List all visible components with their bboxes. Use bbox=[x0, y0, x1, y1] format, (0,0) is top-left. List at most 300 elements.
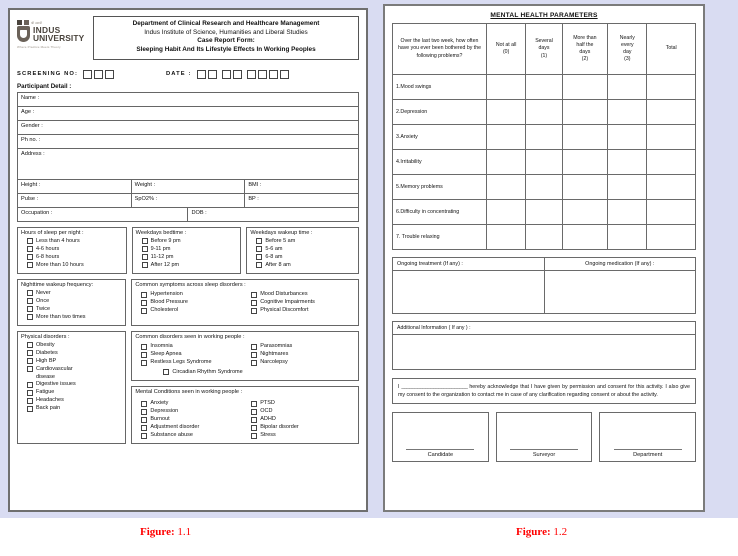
option-label: After 8 am bbox=[265, 261, 291, 268]
date-box[interactable] bbox=[233, 70, 242, 79]
right-page-mental-health bbox=[383, 4, 705, 512]
checkbox-option[interactable] bbox=[27, 397, 122, 404]
table-row bbox=[393, 150, 696, 175]
option-label: Digestive issues bbox=[36, 381, 76, 388]
col-total: Total bbox=[647, 24, 696, 75]
field-gender[interactable]: Gender : bbox=[18, 120, 359, 134]
checkbox-icon[interactable] bbox=[27, 366, 33, 372]
figure-caption-1-1-bold: Figure: bbox=[140, 526, 175, 538]
option-label: Parasomnias bbox=[260, 343, 293, 350]
checkbox-option[interactable] bbox=[27, 238, 123, 245]
option-label: Adjustment disorder bbox=[150, 424, 200, 431]
checkbox-option[interactable] bbox=[251, 408, 355, 415]
table-row bbox=[393, 125, 696, 150]
ongoing-medication-input[interactable] bbox=[545, 271, 696, 313]
checkbox-icon[interactable] bbox=[27, 342, 33, 348]
checkbox-icon[interactable] bbox=[141, 300, 147, 306]
row-label-mood-swings: 1.Mood swings bbox=[393, 75, 487, 100]
screening-date-row bbox=[17, 70, 359, 79]
additional-information-heading: Additional Information ( If any ) : bbox=[393, 322, 695, 335]
checkbox-option[interactable] bbox=[141, 408, 245, 415]
total-cell[interactable] bbox=[647, 100, 696, 125]
consent-prefix: I bbox=[398, 384, 400, 390]
figure-captions bbox=[0, 518, 738, 556]
checkbox-icon[interactable] bbox=[141, 308, 147, 314]
additional-information-input[interactable] bbox=[393, 335, 695, 369]
option-label: Sleep Apnea bbox=[150, 351, 182, 358]
figure-caption-1-2-number: 1.2 bbox=[550, 526, 568, 538]
option-label: disease bbox=[36, 373, 55, 380]
checkbox-icon[interactable] bbox=[141, 360, 147, 366]
answer-cell[interactable] bbox=[562, 100, 607, 125]
panel-heading: Hours of sleep per night : bbox=[21, 229, 84, 236]
date-box[interactable] bbox=[197, 70, 206, 79]
panel-common-symptoms bbox=[131, 279, 359, 326]
checkbox-option[interactable] bbox=[141, 359, 245, 366]
answer-cell[interactable] bbox=[608, 225, 647, 250]
option-label: Never bbox=[36, 289, 51, 296]
answer-cell[interactable] bbox=[562, 125, 607, 150]
figure-caption-1-1-number: 1.1 bbox=[174, 526, 192, 538]
option-label: Cognitive Impairments bbox=[260, 299, 315, 306]
ongoing-medication-box bbox=[545, 257, 697, 314]
answer-cell[interactable] bbox=[608, 175, 647, 200]
figure-caption-1-1 bbox=[140, 526, 191, 538]
checkbox-option[interactable] bbox=[251, 291, 355, 298]
checkbox-option[interactable] bbox=[27, 366, 122, 373]
checkbox-icon[interactable] bbox=[27, 246, 33, 252]
answer-cell[interactable] bbox=[486, 175, 525, 200]
answer-cell[interactable] bbox=[608, 100, 647, 125]
logo-pretext: श्री स्वामी bbox=[31, 20, 43, 25]
checkbox-icon[interactable] bbox=[163, 369, 169, 375]
checkbox-option[interactable] bbox=[27, 314, 122, 321]
table-row bbox=[18, 92, 359, 106]
logo-square-icon bbox=[24, 20, 29, 25]
checkbox-option[interactable] bbox=[251, 424, 355, 431]
answer-cell[interactable] bbox=[562, 175, 607, 200]
field-name[interactable]: Name : bbox=[18, 92, 359, 106]
option-label: 9-11 pm bbox=[150, 245, 171, 252]
panel-mental-conditions bbox=[131, 386, 359, 445]
checkbox-option[interactable] bbox=[256, 246, 355, 253]
checkbox-option[interactable] bbox=[27, 381, 122, 388]
checkbox-option[interactable] bbox=[27, 389, 122, 396]
signature-line bbox=[510, 449, 578, 450]
checkbox-icon[interactable] bbox=[142, 254, 148, 260]
checkbox-icon[interactable] bbox=[141, 417, 147, 423]
screening-no-label: SCREENING NO: bbox=[17, 71, 79, 78]
field-dob[interactable]: DOB : bbox=[188, 207, 359, 221]
field-weight[interactable]: Weight : bbox=[131, 179, 245, 193]
checkbox-option[interactable] bbox=[141, 424, 245, 431]
checkbox-icon[interactable] bbox=[251, 433, 257, 439]
logo-wordmark bbox=[33, 26, 84, 43]
total-cell[interactable] bbox=[647, 125, 696, 150]
consent-body: hereby acknowledge that I have given by permission and consent for this activity. I also give my consent to the organization to contact me in case of any clarification regarding consent or about the activity. bbox=[398, 384, 690, 399]
checkbox-icon[interactable] bbox=[256, 262, 262, 268]
checkbox-option[interactable] bbox=[27, 298, 122, 305]
checkbox-option[interactable] bbox=[141, 343, 245, 350]
checkbox-option[interactable] bbox=[27, 358, 122, 365]
screening-box[interactable] bbox=[94, 70, 103, 79]
figure-caption-1-2-bold: Figure: bbox=[516, 526, 551, 538]
answer-cell[interactable] bbox=[562, 200, 607, 225]
row-label-anxiety: 3.Anxiety bbox=[393, 125, 487, 150]
checkbox-icon[interactable] bbox=[141, 409, 147, 415]
date-box[interactable] bbox=[280, 70, 289, 79]
table-row bbox=[18, 193, 359, 207]
figure-caption-1-2 bbox=[516, 526, 567, 538]
checkbox-icon[interactable] bbox=[251, 417, 257, 423]
signature-row bbox=[392, 412, 696, 462]
screening-no-boxes[interactable] bbox=[83, 70, 114, 79]
col-more-than-half: More than half the days (2) bbox=[562, 24, 607, 75]
checkbox-icon[interactable] bbox=[256, 246, 262, 252]
option-label: Diabetes bbox=[36, 349, 58, 356]
table-row bbox=[393, 200, 696, 225]
option-label: Insomnia bbox=[150, 343, 173, 350]
checkbox-option[interactable] bbox=[27, 342, 122, 349]
signature-label: Department bbox=[633, 452, 663, 459]
field-height[interactable]: Height : bbox=[18, 179, 132, 193]
checkbox-icon[interactable] bbox=[142, 238, 148, 244]
checkbox-icon[interactable] bbox=[141, 352, 147, 358]
ongoing-treatment-box bbox=[392, 257, 545, 314]
panel-common-disorders bbox=[131, 331, 359, 381]
checkbox-icon[interactable] bbox=[141, 425, 147, 431]
checkbox-option[interactable] bbox=[142, 238, 238, 245]
checkbox-icon[interactable] bbox=[251, 409, 257, 415]
screening-box[interactable] bbox=[83, 70, 92, 79]
form-type: Case Report Form: bbox=[197, 37, 255, 45]
answer-cell[interactable] bbox=[486, 200, 525, 225]
form-header bbox=[17, 16, 359, 60]
option-label: Cardiovascular bbox=[36, 365, 73, 372]
col-several-days: Several days (1) bbox=[526, 24, 562, 75]
logo-mid-row bbox=[17, 26, 89, 43]
shield-icon bbox=[17, 26, 30, 42]
answer-cell[interactable] bbox=[526, 100, 562, 125]
checkbox-option[interactable] bbox=[27, 262, 123, 269]
answer-cell[interactable] bbox=[608, 75, 647, 100]
checkbox-icon[interactable] bbox=[251, 352, 257, 358]
checkbox-icon[interactable] bbox=[251, 425, 257, 431]
checkbox-option[interactable] bbox=[141, 416, 245, 423]
row-label-irritability: 4.Irritability bbox=[393, 150, 487, 175]
common-disorders-col-1 bbox=[135, 342, 245, 368]
sleep-schedule-panels bbox=[17, 227, 359, 274]
checkbox-option[interactable] bbox=[251, 307, 355, 314]
checkbox-option[interactable] bbox=[251, 343, 355, 350]
checkbox-option[interactable] bbox=[251, 299, 355, 306]
table-row bbox=[18, 148, 359, 179]
checkbox-option[interactable] bbox=[27, 246, 123, 253]
checkbox-icon[interactable] bbox=[27, 350, 33, 356]
option-label: High BP bbox=[36, 357, 57, 364]
institute-name: Indus Institute of Science, Humanities and Liberal Studies bbox=[144, 28, 308, 36]
signature-surveyor[interactable] bbox=[496, 412, 593, 462]
option-label: Circadian Rhythm Syndrome bbox=[172, 368, 243, 375]
checkbox-option[interactable] bbox=[27, 306, 122, 313]
option-label: Fatigue bbox=[36, 389, 55, 396]
option-label: Stress bbox=[260, 432, 276, 439]
checkbox-icon[interactable] bbox=[27, 298, 33, 304]
checkbox-icon[interactable] bbox=[27, 254, 33, 260]
checkbox-icon[interactable] bbox=[27, 262, 33, 268]
option-label: Burnout bbox=[150, 416, 170, 423]
answer-cell[interactable] bbox=[486, 125, 525, 150]
checkbox-option[interactable] bbox=[141, 291, 245, 298]
checkbox-option[interactable] bbox=[27, 290, 122, 297]
form-title-box bbox=[93, 16, 359, 60]
signature-label: Surveyor bbox=[532, 452, 556, 459]
date-day-boxes[interactable] bbox=[197, 70, 217, 79]
symptoms-columns bbox=[135, 290, 355, 316]
checkbox-icon[interactable] bbox=[251, 344, 257, 350]
field-bmi[interactable]: BMI : bbox=[245, 179, 359, 193]
checkbox-option[interactable] bbox=[163, 369, 355, 376]
option-label: More than two times bbox=[36, 313, 86, 320]
total-cell[interactable] bbox=[647, 75, 696, 100]
mental-conditions-col-1 bbox=[135, 399, 245, 441]
answer-cell[interactable] bbox=[526, 75, 562, 100]
row-label-trouble-relaxing: 7. Trouble relaxing bbox=[393, 225, 487, 250]
col-not-at-all: Not at all (0) bbox=[486, 24, 525, 75]
total-cell[interactable] bbox=[647, 175, 696, 200]
checkbox-option[interactable] bbox=[27, 405, 122, 412]
checkbox-option[interactable] bbox=[256, 254, 355, 261]
signature-line bbox=[406, 449, 474, 450]
option-label: Back pain bbox=[36, 405, 61, 412]
answer-cell[interactable] bbox=[526, 150, 562, 175]
option-label: Obesity bbox=[36, 341, 55, 348]
option-label: OCD bbox=[260, 408, 273, 415]
signature-line bbox=[614, 449, 682, 450]
option-label: Cholesterol bbox=[150, 307, 179, 314]
checkbox-option[interactable] bbox=[142, 254, 238, 261]
panel-weekdays-bedtime bbox=[132, 227, 242, 274]
checkbox-option[interactable] bbox=[251, 400, 355, 407]
checkbox-option[interactable] bbox=[251, 432, 355, 439]
checkbox-option[interactable] bbox=[251, 416, 355, 423]
option-label: PTSD bbox=[260, 400, 275, 407]
checkbox-icon[interactable] bbox=[256, 238, 262, 244]
option-label: Anxiety bbox=[150, 400, 169, 407]
table-row bbox=[18, 120, 359, 134]
field-phone[interactable]: Ph no. : bbox=[18, 134, 359, 148]
total-cell[interactable] bbox=[647, 150, 696, 175]
option-label: 6-8 am bbox=[265, 253, 283, 260]
option-label: Twice bbox=[36, 305, 51, 312]
checkbox-option[interactable] bbox=[141, 432, 245, 439]
option-label: Less than 4 hours bbox=[36, 237, 80, 244]
answer-cell[interactable] bbox=[562, 75, 607, 100]
ongoing-treatment-heading: Ongoing treatment (If any) : bbox=[393, 258, 544, 271]
option-label: More than 10 hours bbox=[36, 261, 84, 268]
checkbox-icon[interactable] bbox=[141, 401, 147, 407]
checkbox-icon[interactable] bbox=[27, 382, 33, 388]
checkbox-option[interactable] bbox=[141, 351, 245, 358]
field-bp[interactable]: BP : bbox=[245, 193, 359, 207]
disorders-panels bbox=[17, 331, 359, 445]
study-title: Sleeping Habit And Its Lifestyle Effects In Working Peoples bbox=[136, 45, 316, 53]
right-disorder-stack bbox=[131, 331, 359, 445]
checkbox-icon[interactable] bbox=[256, 254, 262, 260]
mental-conditions-columns bbox=[135, 399, 355, 441]
checkbox-icon[interactable] bbox=[142, 262, 148, 268]
answer-cell[interactable] bbox=[562, 225, 607, 250]
answer-cell[interactable] bbox=[526, 200, 562, 225]
left-page-case-report-form bbox=[8, 8, 368, 512]
table-row bbox=[18, 134, 359, 148]
answer-cell[interactable] bbox=[486, 100, 525, 125]
checkbox-option[interactable] bbox=[27, 350, 122, 357]
option-label: 5-6 am bbox=[265, 245, 283, 252]
common-disorders-col-2 bbox=[245, 342, 355, 368]
treatment-medication-row bbox=[392, 257, 696, 314]
option-label: 4-6 hours bbox=[36, 245, 60, 252]
mental-health-table bbox=[392, 23, 696, 250]
mental-conditions-col-2 bbox=[245, 399, 355, 441]
checkbox-option[interactable] bbox=[256, 262, 355, 269]
field-age[interactable]: Age : bbox=[18, 106, 359, 120]
question-header: Over the last two week, how often have you ever been bothered by the following problems? bbox=[393, 24, 487, 75]
logo-square-icon bbox=[17, 20, 22, 25]
answer-cell[interactable] bbox=[486, 75, 525, 100]
checkbox-option[interactable] bbox=[27, 254, 123, 261]
table-row bbox=[393, 225, 696, 250]
option-label: Once bbox=[36, 297, 50, 304]
checkbox-icon[interactable] bbox=[251, 401, 257, 407]
answer-cell[interactable] bbox=[486, 225, 525, 250]
consent-statement bbox=[392, 378, 696, 404]
field-spo2[interactable]: SpO2% : bbox=[131, 193, 245, 207]
table-header-row bbox=[393, 24, 696, 75]
option-label: Blood Pressure bbox=[150, 299, 188, 306]
checkbox-icon[interactable] bbox=[27, 406, 33, 412]
date-box[interactable] bbox=[258, 70, 267, 79]
option-label: Headaches bbox=[36, 397, 64, 404]
option-label: Substance abuse bbox=[150, 432, 193, 439]
checkbox-option[interactable] bbox=[142, 246, 238, 253]
panel-weekdays-wakeup bbox=[246, 227, 359, 274]
answer-cell[interactable] bbox=[486, 150, 525, 175]
total-cell[interactable] bbox=[647, 200, 696, 225]
option-label: 6-8 hours bbox=[36, 253, 60, 260]
checkbox-icon[interactable] bbox=[27, 398, 33, 404]
panel-hours-of-sleep bbox=[17, 227, 127, 274]
total-cell[interactable] bbox=[647, 225, 696, 250]
answer-cell[interactable] bbox=[608, 150, 647, 175]
answer-cell[interactable] bbox=[608, 200, 647, 225]
row-label-difficulty-concentrating: 6.Difficulty in concentrating bbox=[393, 200, 487, 225]
checkbox-icon[interactable] bbox=[142, 246, 148, 252]
field-address[interactable]: Address : bbox=[18, 148, 359, 179]
col-nearly-every-day: Nearly every day (3) bbox=[608, 24, 647, 75]
field-pulse[interactable]: Pulse : bbox=[18, 193, 132, 207]
field-occupation[interactable]: Occupation : bbox=[18, 207, 188, 221]
checkbox-option[interactable] bbox=[142, 262, 238, 269]
signature-label: Candidate bbox=[427, 452, 454, 459]
date-box[interactable] bbox=[208, 70, 217, 79]
checkbox-icon[interactable] bbox=[27, 290, 33, 296]
panel-heading: Common disorders seen in working people : bbox=[135, 333, 245, 340]
logo-tagline: Where Practice Meets Theory bbox=[17, 44, 61, 49]
logo-line-1: INDUS bbox=[33, 25, 61, 35]
date-label: DATE : bbox=[166, 71, 192, 78]
table-row bbox=[393, 75, 696, 100]
date-box[interactable] bbox=[269, 70, 278, 79]
option-label: 11-12 pm bbox=[150, 253, 174, 260]
participant-detail-heading: Participant Detail : bbox=[17, 82, 72, 90]
row-label-memory-problems: 5.Memory problems bbox=[393, 175, 487, 200]
answer-cell[interactable] bbox=[608, 125, 647, 150]
date-year-boxes[interactable] bbox=[247, 70, 289, 79]
checkbox-icon[interactable] bbox=[141, 344, 147, 350]
checkbox-icon[interactable] bbox=[27, 306, 33, 312]
option-label: Depression bbox=[150, 408, 179, 415]
table-row bbox=[18, 207, 359, 221]
wakeup-symptoms-panels bbox=[17, 279, 359, 326]
checkbox-option[interactable] bbox=[256, 238, 355, 245]
checkbox-option[interactable] bbox=[251, 359, 355, 366]
checkbox-icon[interactable] bbox=[251, 360, 257, 366]
checkbox-icon[interactable] bbox=[141, 292, 147, 298]
signature-department[interactable] bbox=[599, 412, 696, 462]
signature-candidate[interactable] bbox=[392, 412, 489, 462]
checkbox-icon[interactable] bbox=[251, 300, 257, 306]
answer-cell[interactable] bbox=[562, 150, 607, 175]
checkbox-option[interactable] bbox=[141, 307, 245, 314]
panel-heading: Mental Conditions seen in working people : bbox=[135, 388, 243, 395]
checkbox-icon[interactable] bbox=[27, 390, 33, 396]
consent-blank-line[interactable]: _________________________ bbox=[401, 384, 468, 390]
panel-physical-disorders bbox=[17, 331, 126, 445]
additional-information-box bbox=[392, 321, 696, 370]
checkbox-option[interactable] bbox=[141, 400, 245, 407]
checkbox-icon[interactable] bbox=[27, 238, 33, 244]
common-disorders-columns bbox=[135, 342, 355, 368]
date-box[interactable] bbox=[247, 70, 256, 79]
checkbox-icon[interactable] bbox=[27, 358, 33, 364]
checkbox-icon[interactable] bbox=[251, 292, 257, 298]
table-row bbox=[18, 106, 359, 120]
checkbox-option[interactable] bbox=[251, 351, 355, 358]
answer-cell[interactable] bbox=[526, 175, 562, 200]
ongoing-treatment-input[interactable] bbox=[393, 271, 544, 313]
panel-heading: Weekdays wakeup time : bbox=[250, 229, 313, 236]
cardio-second-line bbox=[36, 374, 122, 380]
checkbox-icon[interactable] bbox=[141, 433, 147, 439]
checkbox-icon[interactable] bbox=[27, 314, 33, 320]
row-label-depression: 2.Depression bbox=[393, 100, 487, 125]
checkbox-icon[interactable] bbox=[251, 308, 257, 314]
date-month-boxes[interactable] bbox=[222, 70, 242, 79]
checkbox-option[interactable] bbox=[141, 299, 245, 306]
answer-cell[interactable] bbox=[526, 225, 562, 250]
date-box[interactable] bbox=[222, 70, 231, 79]
panel-heading: Common symptoms across sleep disorders : bbox=[135, 281, 246, 288]
logo-line-2: UNIVERSITY bbox=[33, 33, 85, 44]
panel-heading: Nighttime wakeup frequency: bbox=[21, 281, 94, 288]
dept-name: Department of Clinical Research and Healthcare Management bbox=[132, 20, 320, 27]
screening-box[interactable] bbox=[105, 70, 114, 79]
option-label: Physical Discomfort bbox=[260, 307, 309, 314]
answer-cell[interactable] bbox=[526, 125, 562, 150]
option-label: Before 5 am bbox=[265, 237, 296, 244]
symptoms-col-1 bbox=[135, 290, 245, 316]
